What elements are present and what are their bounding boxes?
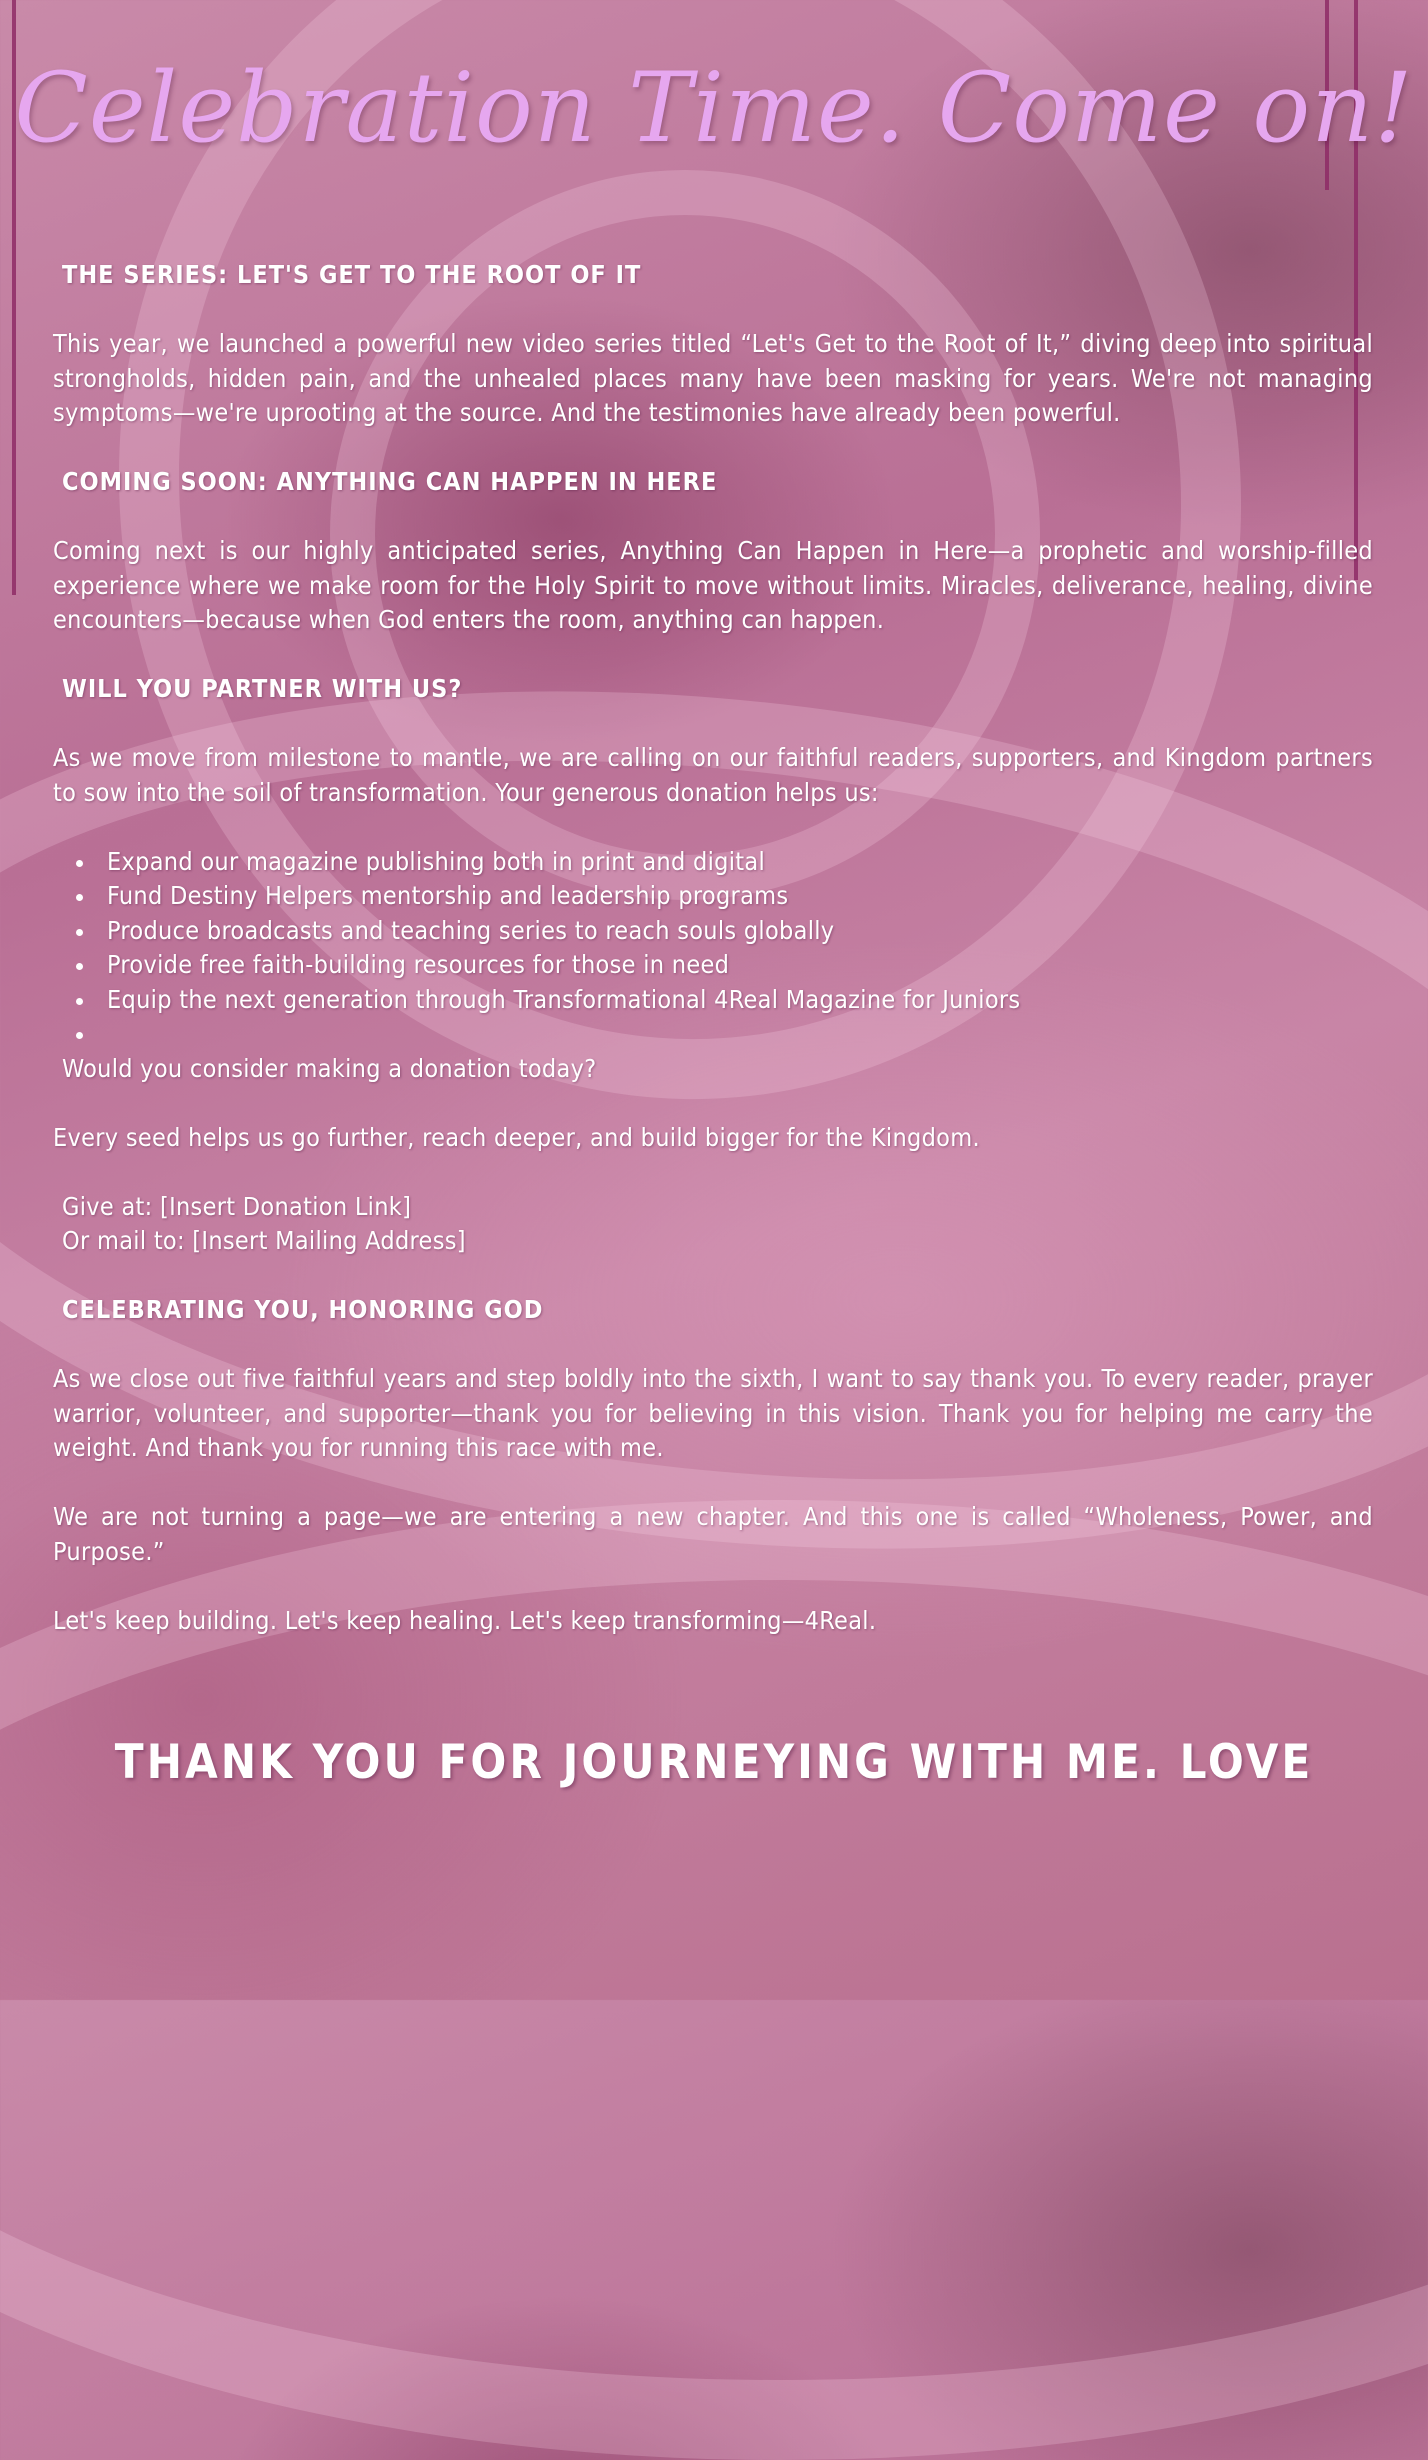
- section-heading-series: THE SERIES: LET'S GET TO THE ROOT OF IT: [62, 260, 642, 289]
- section-heading-partner: WILL YOU PARTNER WITH US?: [62, 674, 463, 703]
- page-headline: Celebration Time. Come on!: [14, 52, 1414, 164]
- list-item: Expand our magazine publishing both in print and digital: [53, 845, 1373, 880]
- list-item: Produce broadcasts and teaching series to reach souls globally: [53, 914, 1373, 949]
- section-heading-celebrating: CELEBRATING YOU, HONORING GOD: [62, 1295, 544, 1324]
- list-item: Provide free faith-building resources for those in need: [53, 948, 1373, 983]
- list-item: Fund Destiny Helpers mentorship and leadership programs: [53, 879, 1373, 914]
- article-body: [53, 258, 1373, 1638]
- mailing-address-line: Or mail to: [Insert Mailing Address]: [62, 1226, 466, 1255]
- list-item: [53, 1017, 1373, 1052]
- keep-building-line: Let's keep building. Let's keep healing. Let's keep transforming—4Real.: [53, 1605, 877, 1635]
- paragraph-new-chapter: We are not turning a page—we are entering a new chapter. And this one is called “Wholeness, Power, and Purpose.”: [53, 1502, 1373, 1566]
- paragraph-celebrating: As we close out five faithful years and step boldly into the sixth, I want to say thank you. To every reader, prayer warrior, volunteer, and supporter—thank you for believing in this vision. Thank you for helping me carry the weight. And thank you for running this race with me.: [53, 1364, 1373, 1462]
- seed-line: Every seed helps us go further, reach deeper, and build bigger for the Kingdom.: [53, 1122, 980, 1152]
- list-item: Equip the next generation through Transformational 4Real Magazine for Juniors: [53, 983, 1373, 1018]
- closing-message: THANK YOU FOR JOURNEYING WITH ME. LOVE: [114, 1735, 1314, 1790]
- rose-petal-swirl: [0, 1500, 1428, 2460]
- paragraph-series: This year, we launched a powerful new video series titled “Let's Get to the Root of It,” diving deep into spiritual strongholds, hidden pain, and the unhealed places many have been masking for years. We're not managing symptoms—we're uprooting at the source. And the testimonies have already been powerful.: [53, 329, 1373, 427]
- paragraph-coming-soon: Coming next is our highly anticipated series, Anything Can Happen in Here—a prophetic and worship-filled experience where we make room for the Holy Spirit to move without limits. Miracles, deliverance, healing, divine encounters—because when God enters the room, anything can happen.: [53, 536, 1373, 634]
- section-heading-coming-soon: COMING SOON: ANYTHING CAN HAPPEN IN HERE: [62, 467, 718, 496]
- paragraph-partner: As we move from milestone to mantle, we are calling on our faithful readers, supporters, and Kingdom partners to sow into the soil of transformation. Your generous donation helps us:: [53, 743, 1373, 807]
- donation-link-line[interactable]: Give at: [Insert Donation Link]: [62, 1191, 412, 1221]
- donation-question: Would you consider making a donation today?: [62, 1053, 597, 1083]
- donation-benefits-list: [53, 845, 1373, 1052]
